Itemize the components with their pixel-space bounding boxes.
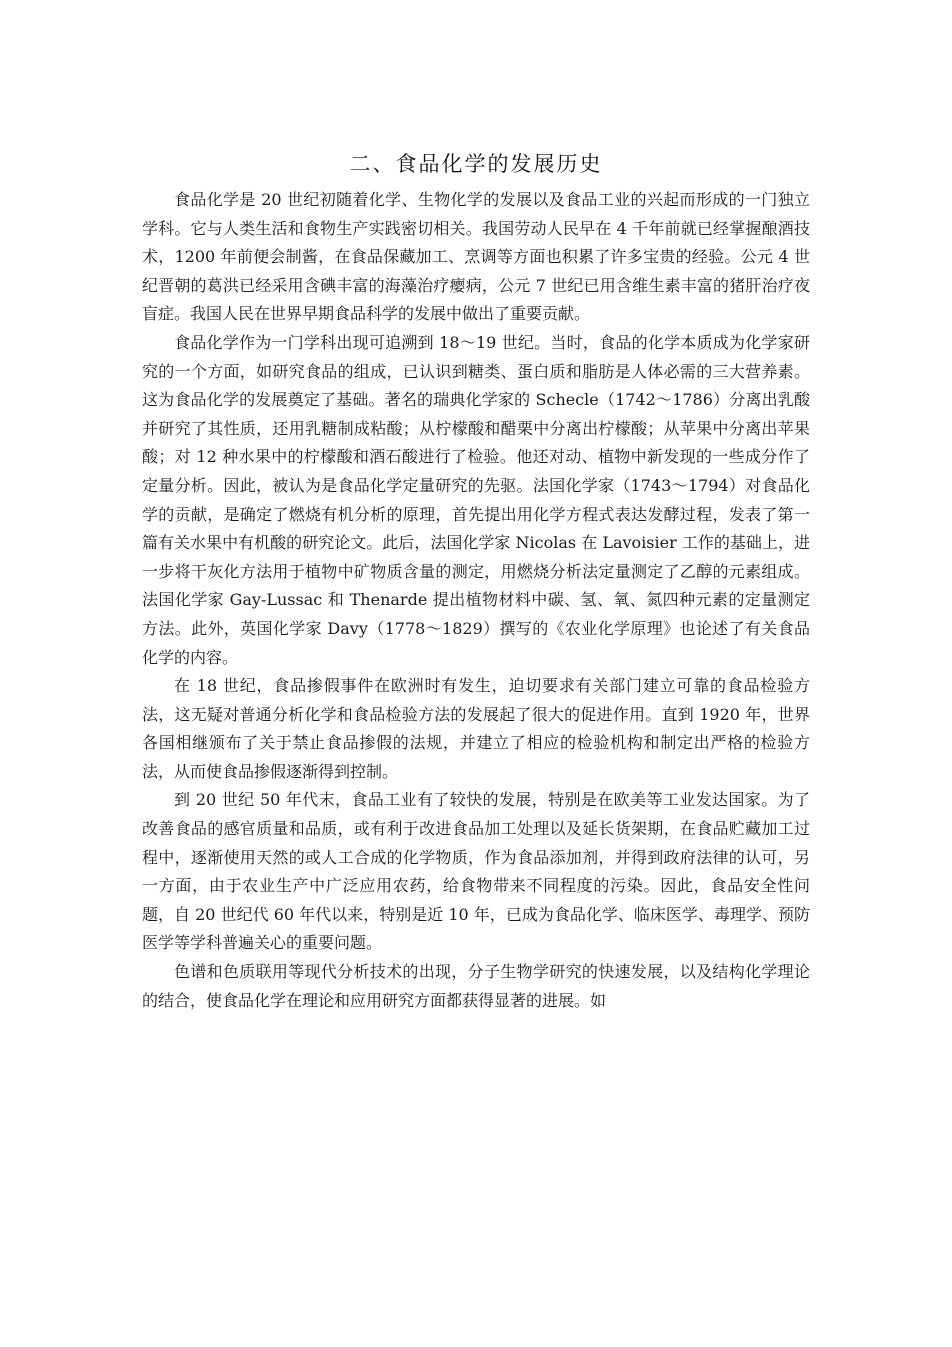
- paragraph-modern-analysis: 色谱和色质联用等现代分析技术的出现，分子生物学研究的快速发展，以及结构化学理论的结合，使食品化学在理论和应用研究方面都获得显著的进展。如: [142, 962, 810, 1010]
- page-content: [142, 148, 810, 1015]
- section-title: 二、食品化学的发展历史: [349, 152, 603, 176]
- paragraph-adulteration: 在 18 世纪，食品掺假事件在欧洲时有发生，迫切要求有关部门建立可靠的食品检验方法，这无疑对普通分析化学和食品检验方法的发展起了很大的促进作用。直到 1920 年，世界各国相继颁布了关于禁止食品掺假的法规，并建立了相应的检验机构和制定出严格的检验方法，从而使食品掺假逐渐得到控制。: [142, 676, 810, 781]
- paragraph-18-19-century: 食品化学作为一门学科出现可追溯到 18～19 世纪。当时，食品的化学本质成为化学家研究的一个方面，如研究食品的组成，已认识到糖类、蛋白质和脂肪是人体必需的三大营养素。这为食品化学的发展奠定了基础。著名的瑞典化学家的 Schecle（1742～1786）分离出乳酸并研究了其性质，还用乳糖制成粘酸；从柠檬酸和醋栗中分离出柠檬酸；从苹果中分离出苹果酸；对 12 种水果中的柠檬酸和酒石酸进行了检验。他还对动、植物中新发现的一些成分作了定量分析。因此，被认为是食品化学定量研究的先驱。法国化学家（1743～1794）对食品化学的贡献，是确定了燃烧有机分析的原理，首先提出用化学方程式表达发酵过程，发表了第一篇有关水果中有机酸的研究论文。此后，法国化学家 Nicolas 在 Lavoisier 工作的基础上，进一步将干灰化方法用于植物中矿物质含量的测定，用燃烧分析法定量测定了乙醇的元素组成。法国化学家 Gay-Lussac 和 Thenarde 提出植物材料中碳、氢、氧、氮四种元素的定量测定方法。此外，英国化学家 Davy（1778～1829）撰写的《农业化学原理》也论述了有关食品化学的内容。: [142, 332, 810, 667]
- paragraph-origin: 食品化学是 20 世纪初随着化学、生物化学的发展以及食品工业的兴起而形成的一门独立学科。它与人类生活和食物生产实践密切相关。我国劳动人民早在 4 千年前就已经掌握酿酒技术，1200 年前便会制酱，在食品保藏加工、烹调等方面也积累了许多宝贵的经验。公元 4 世纪晋朝的葛洪已经采用含碘丰富的海藻治疗瘿病，公元 7 世纪已用含维生素丰富的猪肝治疗夜盲症。我国人民在世界早期食品科学的发展中做出了重要贡献。: [142, 190, 810, 324]
- paragraph-food-additives: 到 20 世纪 50 年代末，食品工业有了较快的发展，特别是在欧美等工业发达国家。为了改善食品的感官质量和品质，或有利于改进食品加工处理以及延长货架期，在食品贮藏加工过程中，逐渐使用天然的或人工合成的化学物质，作为食品添加剂，并得到政府法律的认可，另一方面，由于农业生产中广泛应用农药，给食物带来不同程度的污染。因此，食品安全性问题，自 20 世纪代 60 年代以来，特别是近 10 年，已成为食品化学、临床医学、毒理学、预防医学等学科普遍关心的重要问题。: [142, 790, 810, 953]
